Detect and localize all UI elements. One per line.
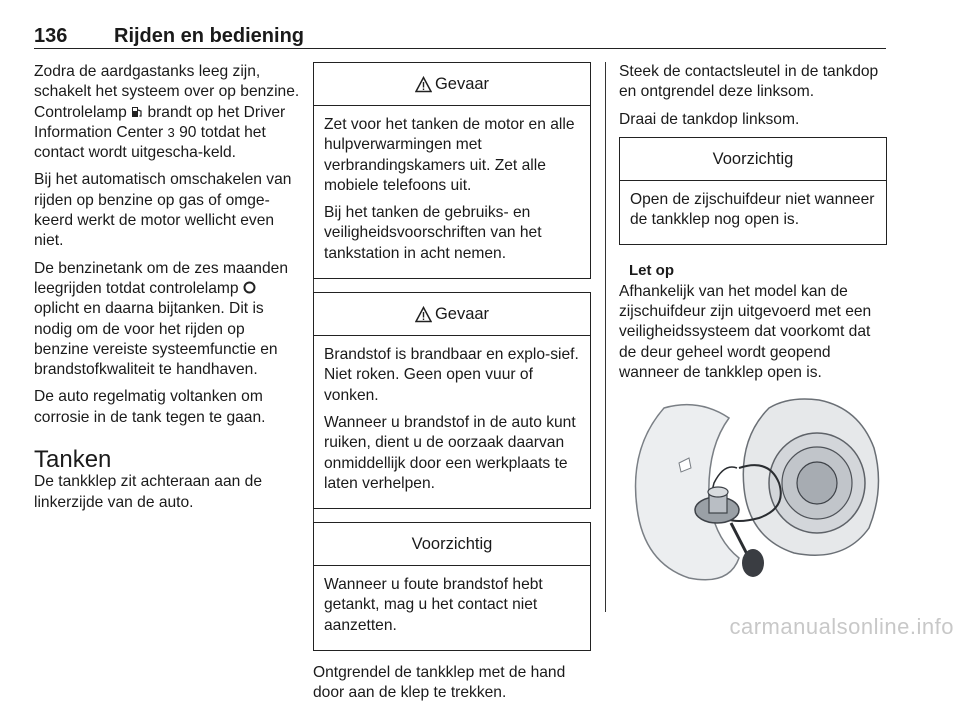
- paragraph-fill-up: De auto regelmatig voltanken om corrosie in de tank tegen te gaan.: [34, 388, 266, 426]
- middle-column: [313, 62, 591, 711]
- paragraph-flap-location: De tankklep zit achteraan aan de linkerzijde van de auto.: [34, 473, 262, 511]
- warning-box: [313, 62, 591, 279]
- caution-text: Open de zijschuifdeur niet wanneer de tankklep nog open is.: [630, 190, 875, 229]
- paragraph-insert-key: Steek de contactsleutel in de tankdop en ontgrendel deze linksom.: [619, 63, 879, 101]
- warning-triangle-icon: [415, 76, 432, 93]
- note-text: Afhankelijk van het model kan de zijschuifdeur zijn uitgevoerd met een veiligheidssysteem dat voorkomt dat de deur geheel wordt geopend wanneer de tankklep open is.: [619, 282, 872, 381]
- paragraph-unlock-flap: Ontgrendel de tankklep met de hand door aan de klep te trekken.: [313, 664, 566, 702]
- caution-box: [619, 137, 887, 246]
- paragraph-gas-empty: Zodra de aardgastanks leeg zijn, schakelt het systeem over op benzine. Controlelamp brandt op het Driver Information Center 3 90 totdat het contact wordt uitgescha-keld.: [34, 63, 300, 162]
- caution-header: Voorzichtig: [620, 138, 886, 181]
- caution-text: Wanneer u foute brandstof hebt getankt, mag u het contact niet aanzetten.: [324, 576, 543, 634]
- note-title: Let op: [629, 262, 674, 280]
- warning-triangle-icon: [415, 306, 432, 323]
- ring-lamp-icon: [243, 281, 256, 294]
- page-ref-arrow-icon: 3: [167, 124, 175, 140]
- page-header: [34, 22, 886, 49]
- column-divider: [605, 62, 606, 612]
- warning-header: Gevaar: [314, 63, 590, 106]
- watermark: carmanualsonline.info: [729, 614, 954, 639]
- paragraph-turn-cap: Draai de tankdop linksom.: [619, 110, 800, 128]
- page-ref-link[interactable]: 90: [179, 123, 197, 141]
- fuel-cap-illustration: [619, 388, 885, 588]
- paragraph-petrol-tank: De benzinetank om de zes maanden leegrijden totdat controlelamp oplicht en daarna bijtanken. Dit is nodig om de voor het rijden op benzine vereiste systeemfunctie en brandstofkwaliteit te handhaven.: [34, 259, 288, 379]
- paragraph-auto-switch: Bij het automatisch omschakelen van rijden op benzine op gas of omge-keerd werkt de motor wellicht even niet.: [34, 171, 292, 250]
- caution-box: [313, 522, 591, 651]
- warning-box: [313, 292, 591, 509]
- warning-text: Brandstof is brandbaar en explo-sief. Niet roken. Geen open vuur of vonken.: [324, 346, 579, 404]
- warning-header: Gevaar: [314, 293, 590, 336]
- right-column: [619, 62, 887, 418]
- warning-text: Zet voor het tanken de motor en alle hulpverwarmingen met verbrandingskamers uit. Zet alle mobiele telefoons uit.: [324, 116, 575, 194]
- page-number: 136: [34, 25, 68, 47]
- caution-header: Voorzichtig: [314, 523, 590, 566]
- heading-tanken: Tanken: [34, 446, 112, 474]
- fuel-lamp-icon: [131, 106, 143, 118]
- warning-text: Wanneer u brandstof in de auto kunt ruiken, dient u de oorzaak daarvan onmiddellijk door een werkplaats te laten verhelpen.: [324, 413, 576, 492]
- left-column: [34, 62, 302, 520]
- section-title: Rijden en bediening: [114, 25, 305, 47]
- warning-text: Bij het tanken de gebruiks- en veiligheidsvoorschriften van het tankstation in acht nemen.: [324, 204, 542, 262]
